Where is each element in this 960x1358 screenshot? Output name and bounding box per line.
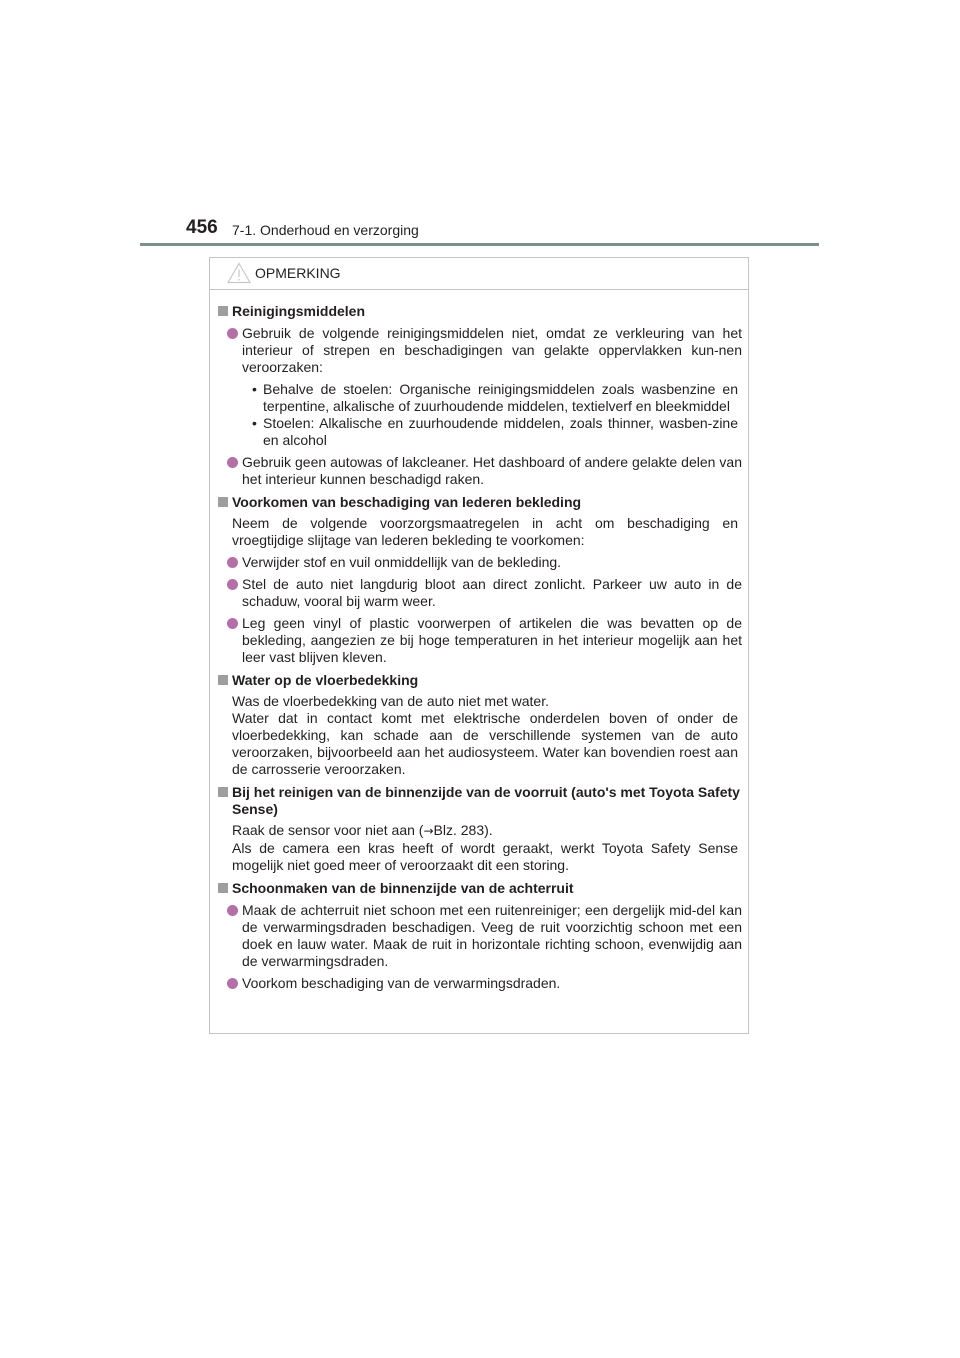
square-bullet-icon xyxy=(218,883,228,893)
circle-bullet-icon xyxy=(227,579,238,590)
dot-bullet-icon: • xyxy=(252,381,257,397)
bullet-item: Voorkom beschadiging van de verwarmingsdraden. xyxy=(218,975,742,992)
square-bullet-icon xyxy=(218,497,228,507)
arrow-right-icon: → xyxy=(423,824,434,838)
section-heading-cleaning-agents: Reinigingsmiddelen xyxy=(218,303,742,320)
circle-bullet-icon xyxy=(227,557,238,568)
circle-bullet-icon xyxy=(227,905,238,916)
paragraph: Neem de volgende voorzorgsmaatregelen in acht om beschadiging en vroegtijdige slijtage van lederen bekleding te voorkomen: xyxy=(232,515,738,548)
dot-bullet-icon: • xyxy=(252,415,257,431)
bullet-item: Maak de achterruit niet schoon met een ruitenreiniger; een dergelijk mid-del kan de verwarmingsdraden beschadigen. Veeg de ruit voorzichtig schoon met een doek en lauw water. Maak de ruit in horizontale richting schoon, evenwijdig aan de verwarmingsdraden. xyxy=(218,902,742,970)
sub-bullet-item: • Stoelen: Alkalische en zuurhoudende middelen, zoals thinner, wasben-zine en alcohol xyxy=(252,415,738,448)
section-title: 7-1. Onderhoud en verzorging xyxy=(232,222,419,238)
page-number: 456 xyxy=(186,217,218,238)
section-heading-leather: Voorkomen van beschadiging van lederen bekleding xyxy=(218,494,742,511)
section-heading-rear-window: Schoonmaken van de binnenzijde van de achterruit xyxy=(218,880,742,897)
sub-bullet-item: • Behalve de stoelen: Organische reinigingsmiddelen zoals wasbenzine en terpentine, alkalische of zuurhoudende middelen, textielverf en bleekmiddel xyxy=(252,381,738,414)
section-heading-floor: Water op de vloerbedekking xyxy=(218,672,742,689)
note-header xyxy=(210,258,748,290)
bullet-item: Gebruik de volgende reinigingsmiddelen niet, omdat ze verkleuring van het interieur of strepen en beschadigingen van gelakte oppervlakken kun-nen veroorzaken: xyxy=(218,325,742,376)
square-bullet-icon xyxy=(218,787,228,797)
bullet-item: Verwijder stof en vuil onmiddellijk van de bekleding. xyxy=(218,554,742,571)
bullet-item: Gebruik geen autowas of lakcleaner. Het dashboard of andere gelakte delen van het interieur kunnen beschadigd raken. xyxy=(218,454,742,488)
paragraph: Was de vloerbedekking van de auto niet met water. xyxy=(232,693,549,709)
paragraph: Als de camera een kras heeft of wordt geraakt, werkt Toyota Safety Sense mogelijk niet goed meer of veroorzaakt dit een storing. xyxy=(232,840,738,873)
circle-bullet-icon xyxy=(227,978,238,989)
square-bullet-icon xyxy=(218,306,228,316)
header-rule xyxy=(140,243,819,246)
section-heading-windshield: Bij het reinigen van de binnenzijde van de voorruit (auto's met Toyota Safety Sense) xyxy=(218,784,742,818)
circle-bullet-icon xyxy=(227,457,238,468)
square-bullet-icon xyxy=(218,675,228,685)
note-box xyxy=(209,257,749,1034)
note-title: OPMERKING xyxy=(255,265,341,281)
paragraph: Water dat in contact komt met elektrische onderdelen boven of onder de vloerbedekking, kan schade aan de verschillende systemen van de auto veroorzaken, bijvoorbeeld aan het audiosysteem. Water kan bovendien roest aan de carrosserie veroorzaken. xyxy=(232,710,738,777)
circle-bullet-icon xyxy=(227,328,238,339)
page-reference-paragraph: Raak de sensor voor niet aan (→Blz. 283). xyxy=(232,822,493,838)
note-body xyxy=(210,290,748,992)
bullet-item: Stel de auto niet langdurig bloot aan direct zonlicht. Parkeer uw auto in de schaduw, vooral bij warm weer. xyxy=(218,576,742,610)
warning-triangle-icon xyxy=(227,262,251,284)
circle-bullet-icon xyxy=(227,618,238,629)
bullet-item: Leg geen vinyl of plastic voorwerpen of artikelen die was bevatten op de bekleding, aangezien ze bij hoge temperaturen in het interieur mogelijk aan het leer vast blijven kleven. xyxy=(218,615,742,666)
